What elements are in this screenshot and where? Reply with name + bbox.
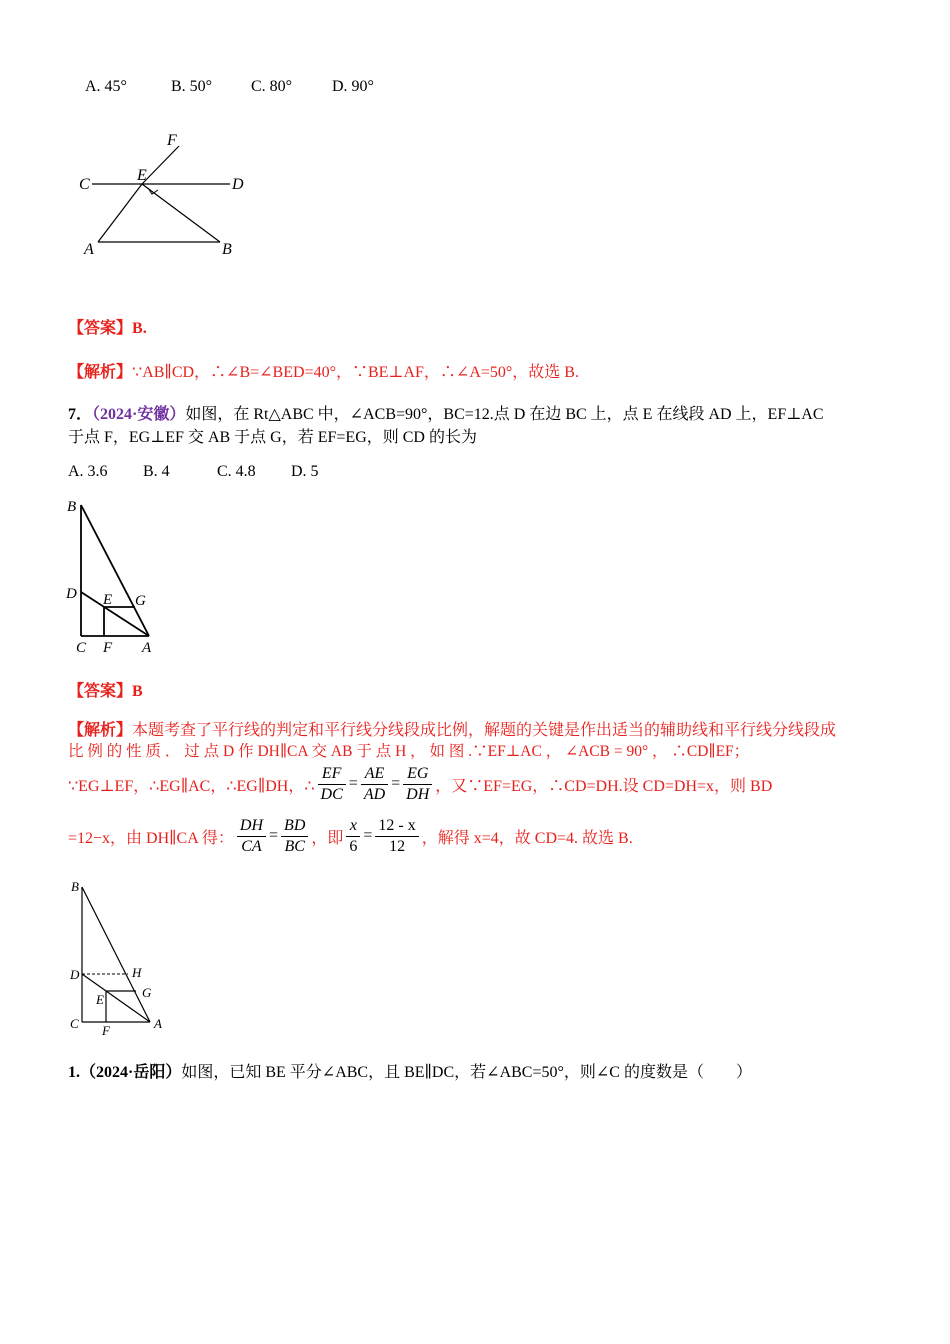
q7-option-c: C. 4.8 [217, 463, 256, 480]
q7-option-a: A. 3.6 [68, 463, 108, 480]
q7-option-d: D. 5 [291, 463, 319, 480]
q7-stem-line1 [68, 401, 824, 424]
q6-analysis-text: ∵AB∥CD，∴∠B=∠BED=40°，∵BE⊥AF，∴∠A=50°，故选 B. [132, 364, 579, 381]
fraction-eg-dh: $\frac{EG}{DH}$ [403, 764, 432, 805]
q7-fig2-label-c: C [70, 1016, 79, 1031]
q6-option-c: C. 80° [251, 78, 293, 95]
q7-fig2-label-f: F [102, 1023, 110, 1038]
q7-label-f: F [103, 640, 113, 656]
q7-fig2-label-h: H [132, 965, 142, 980]
fraction-bd-bc: $\frac{BD}{BC}$ [281, 816, 308, 857]
q7-fig2-label-d: D [70, 967, 80, 982]
q7-analysis-line3 [68, 762, 772, 806]
q7-number: 7． [68, 406, 93, 423]
q7-analysis-text1: 本题考查了平行线的判定和平行线分线段成比例，解题的关键是作出适当的辅助线和平行线分线段成 [132, 722, 837, 739]
q6-label-b: B [222, 241, 232, 258]
q7-answer-value: B [132, 683, 143, 700]
q7-analysis-line2: 比 例 的 性 质 ． 过 点 D 作 DH∥CA 交 AB 于 点 H ， 如 图 .∵EF⊥AC ， ∠ACB = 90° ， ∴CD∥EF； [68, 743, 750, 760]
q7-label-g: G [135, 593, 146, 609]
q6-figure [70, 125, 270, 265]
q6-options [85, 78, 374, 96]
q7-options [68, 463, 319, 481]
fraction-x-6: $\frac{x}{6}$ [346, 816, 360, 857]
q7-option-b: B. 4 [143, 463, 170, 480]
q6-option-d: D. 90° [332, 78, 374, 95]
q6-answer-tag: 【答案】 [68, 320, 133, 337]
q1-source: （2024·岳阳） [80, 1064, 182, 1081]
q6-analysis-tag: 【解析】 [68, 364, 133, 381]
q7-label-d: D [66, 586, 77, 602]
q6-answer-value: B. [132, 320, 147, 337]
q7-analysis-line1 [68, 717, 836, 740]
q6-label-f: F [167, 132, 177, 149]
q7-fig2-label-b: B [71, 879, 79, 894]
q7-analysis-line4-post: ，解得 x=4，故 CD=4. 故选 B. [421, 829, 633, 847]
q7-label-b: B [67, 499, 77, 515]
q6-analysis [68, 359, 579, 382]
q7-answer-tag: 【答案】 [68, 683, 133, 700]
q6-label-e: E [137, 167, 147, 184]
q7-label-e: E [103, 592, 113, 608]
q7-analysis-mid: ，即 [311, 829, 344, 847]
q6-answer [68, 315, 147, 338]
q7-stem-line2: 于点 F，EG⊥EF 交 AB 于点 G，若 EF=EG，则 CD 的长为 [68, 429, 477, 446]
q7-figure [62, 495, 172, 660]
q6-label-d: D [232, 176, 244, 193]
fraction-ef-dc: $\frac{EF}{DC}$ [318, 764, 346, 805]
q7-solution-figure [62, 875, 172, 1040]
q6-label-a: A [84, 241, 94, 258]
q7-label-a: A [142, 640, 152, 656]
q7-source: （2024·安徽） [92, 406, 186, 423]
fraction-12-minus-x-12: $\frac{12 - x}{12}$ [375, 816, 418, 857]
equals-sign: = [348, 775, 358, 792]
q7-fig2-label-a: A [154, 1016, 162, 1031]
q7-fig2-label-g: G [142, 985, 152, 1000]
q1-number: 1. [68, 1064, 80, 1081]
q7-analysis-tag: 【解析】 [68, 722, 133, 739]
q7-stem-text1: 如图，在 Rt△ABC 中，∠ACB=90°，BC=12.点 D 在边 BC 上，点 E 在线段 AD 上，EF⊥AC [185, 406, 824, 423]
q7-analysis-line3-post: ，又∵EF=EG，∴CD=DH.设 CD=DH=x，则 BD [435, 777, 773, 795]
equals-sign: = [269, 827, 279, 844]
q6-label-c: C [79, 176, 90, 193]
q7-label-c: C [76, 640, 87, 656]
fraction-ae-ad: $\frac{AE}{AD}$ [361, 764, 388, 805]
equals-sign: = [391, 775, 401, 792]
q1-stem-text: 如图，已知 BE 平分∠ABC，且 BE∥DC，若∠ABC=50°，则∠C 的度数是（ ） [181, 1064, 752, 1081]
q7-analysis-line4 [68, 814, 633, 858]
fraction-dh-ca: $\frac{DH}{CA}$ [237, 816, 266, 857]
q7-answer [68, 678, 143, 701]
q7-analysis-line4-pre: =12−x，由 DH∥CA 得： [68, 829, 234, 847]
q7-fig2-label-e: E [96, 992, 104, 1007]
q7-analysis-line3-pre: ∵EG⊥EF，∴EG∥AC，∴EG∥DH，∴ [68, 777, 315, 795]
equals-sign: = [363, 827, 373, 844]
q1-stem [68, 1059, 752, 1082]
q6-option-a: A. 45° [85, 78, 127, 95]
q6-option-b: B. 50° [171, 78, 213, 95]
